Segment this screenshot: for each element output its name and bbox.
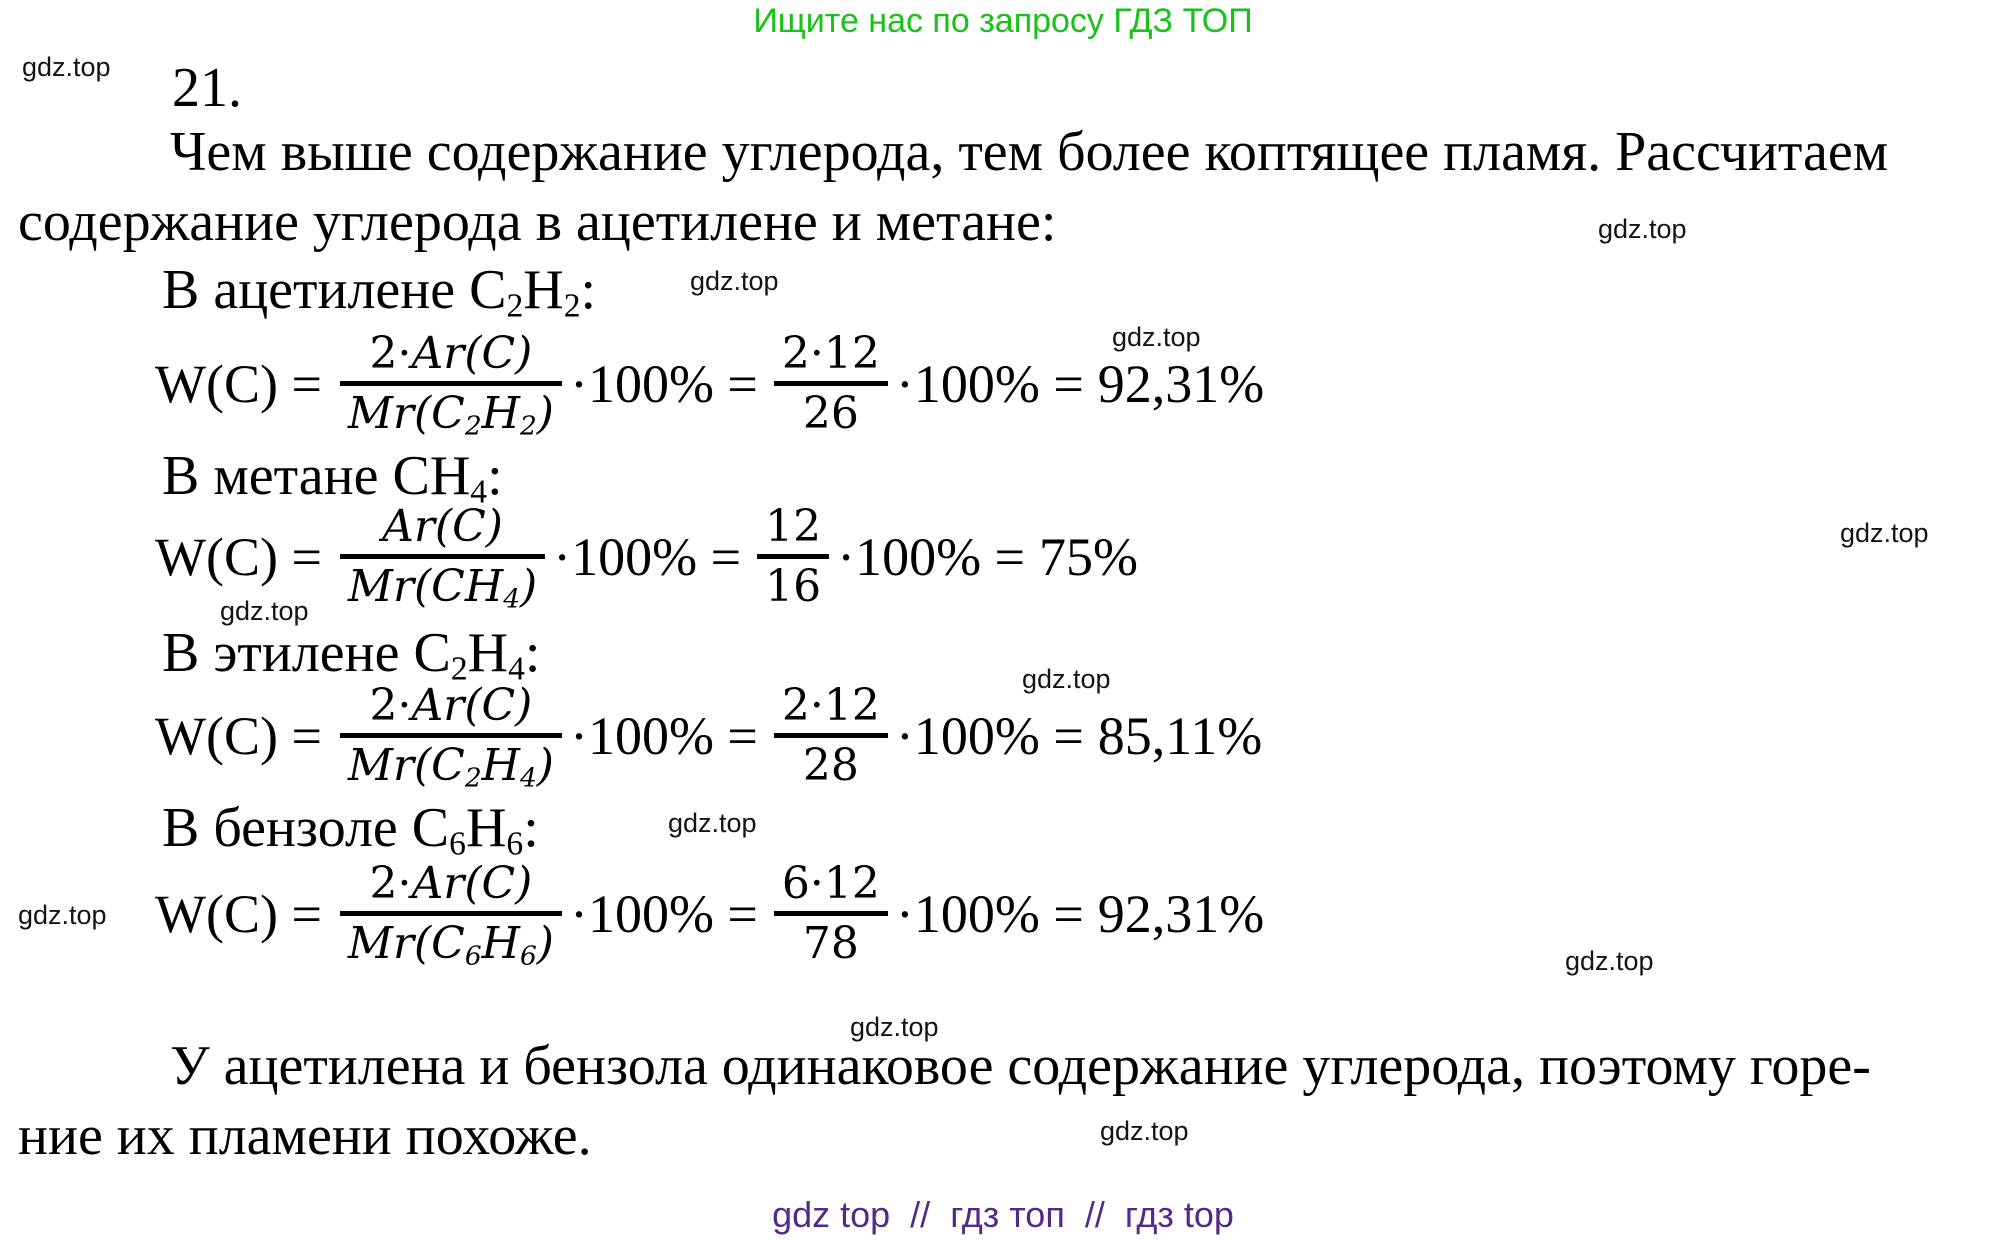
formula-lhs: W(C) =: [155, 527, 322, 587]
watermark: gdz.top: [1840, 518, 1929, 548]
formula-result: 92,31%: [1097, 884, 1265, 944]
footer-tags: [0, 1194, 2006, 1236]
formula-result: 75%: [1039, 527, 1138, 587]
watermark: gdz.top: [690, 266, 779, 296]
fraction-symbolic: 2·Ar(C) $Mr(C_2H_2)$: [340, 332, 562, 436]
formula-benzene: W(C) = 2·Ar(C) $Mr(C_6H_6)$ ·100% = 6·12 78 ·100% = 92,31%: [155, 858, 1265, 972]
section-label-methane: В метане $CH_4$:: [162, 445, 503, 511]
promo-banner: Ищите нас по запросу ГДЗ ТОП: [753, 2, 1253, 40]
watermark: gdz.top: [1022, 664, 1111, 694]
fraction-numeric: 6·12 78: [774, 862, 888, 966]
intro-line-2: содержание углерода в ацетилене и метане:: [18, 191, 1057, 253]
watermark: gdz.top: [668, 808, 757, 838]
formula-lhs: W(C) =: [155, 884, 322, 944]
conclusion-line-2: ние их пламени похоже.: [18, 1105, 592, 1167]
watermark: gdz.top: [1100, 1116, 1189, 1146]
conclusion-line-1: У ацетилена и бензола одинаковое содержание углерода, поэтому горе-: [170, 1035, 1871, 1097]
watermark: gdz.top: [1565, 946, 1654, 976]
formula-lhs: W(C) =: [155, 706, 322, 766]
watermark: gdz.top: [22, 52, 111, 82]
watermark: gdz.top: [1598, 214, 1687, 244]
fraction-numeric: 2·12 26: [774, 332, 888, 436]
intro-line-1: Чем выше содержание углерода, тем более коптящее пламя. Рассчитаем: [170, 121, 1889, 183]
formula-ethylene: W(C) = 2·Ar(C) $Mr(C_2H_4)$ ·100% = 2·12 28 ·100% = 85,11%: [155, 680, 1263, 794]
fraction-numeric: 12 16: [757, 505, 829, 609]
footer-separator: //: [910, 1194, 931, 1235]
section-label-ethylene: В этилене $C_2H_4$:: [162, 622, 541, 688]
watermark: gdz.top: [18, 900, 107, 930]
formula-result: 85,11%: [1097, 706, 1263, 766]
watermark: gdz.top: [1112, 322, 1201, 352]
problem-number: 21.: [172, 57, 242, 119]
fraction-symbolic: 2·Ar(C) $Mr(C_6H_6)$: [340, 862, 562, 966]
formula-acetylene: W(C) = 2·Ar(C) $Mr(C_2H_2)$ ·100% = 2·12 26 ·100% = 92,31%: [155, 328, 1265, 442]
fraction-symbolic: 2·Ar(C) $Mr(C_2H_4)$: [340, 684, 562, 788]
section-label-benzene: В бензоле $C_6H_6$:: [162, 797, 539, 863]
footer-tag: gdz top: [772, 1194, 891, 1235]
formula-methane: W(C) = Ar(C) $Mr(CH_4)$ ·100% = 12 16 ·100% = 75%: [155, 501, 1138, 615]
formula-result: 92,31%: [1097, 354, 1265, 414]
formula-lhs: W(C) =: [155, 354, 322, 414]
watermark: gdz.top: [850, 1012, 939, 1042]
fraction-numeric: 2·12 28: [774, 684, 888, 788]
footer-tag: гдз top: [1124, 1194, 1234, 1235]
watermark: gdz.top: [220, 596, 309, 626]
fraction-symbolic: Ar(C) $Mr(CH_4)$: [340, 505, 545, 609]
footer-tag: гдз топ: [950, 1194, 1065, 1235]
section-label-acetylene: В ацетилене $C_2H_2$:: [162, 259, 597, 325]
footer-separator: //: [1084, 1194, 1105, 1235]
